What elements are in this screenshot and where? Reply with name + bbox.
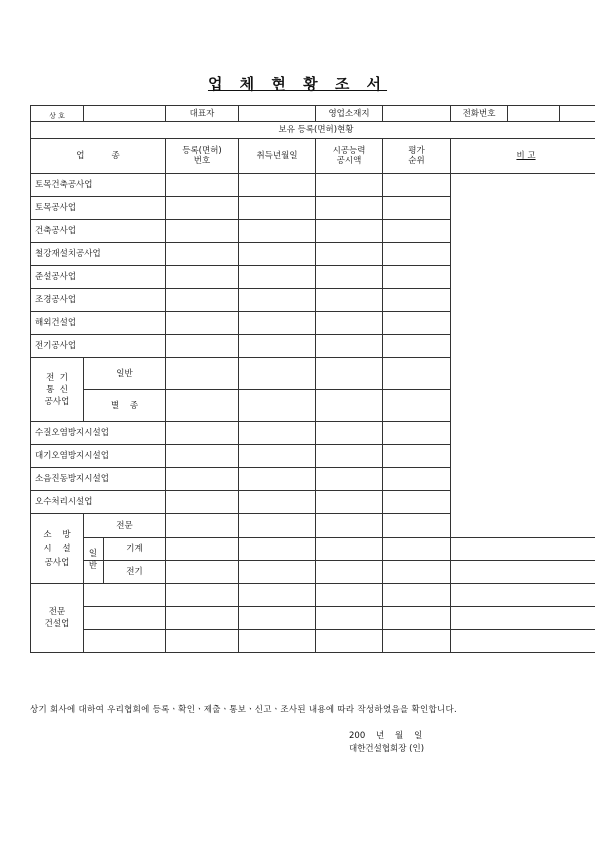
acq-date-cell[interactable]	[239, 514, 316, 538]
blank-cell	[560, 106, 595, 122]
industry-row: 토목공사업	[31, 197, 166, 220]
industry-row: 소음진동방지시설업	[31, 468, 166, 491]
acq-date-cell[interactable]	[239, 422, 316, 445]
acq-date-cell[interactable]	[239, 312, 316, 335]
reg-no-cell[interactable]	[166, 220, 239, 243]
company-label: 상 호	[31, 106, 84, 122]
acq-date-cell[interactable]	[239, 630, 316, 653]
capacity-cell[interactable]	[316, 197, 383, 220]
rank-cell[interactable]	[383, 335, 451, 358]
fire-group-label: 소 방 시 설 공사업	[31, 514, 84, 584]
sub-industry-cell[interactable]	[84, 607, 166, 630]
phone-field[interactable]	[508, 106, 560, 122]
rank-cell[interactable]	[383, 630, 451, 653]
industry-row: 조경공사업	[31, 289, 166, 312]
rank-cell[interactable]	[383, 390, 451, 422]
section-title: 보유 등록(면허)현황	[31, 122, 595, 139]
capacity-cell[interactable]	[316, 266, 383, 289]
capacity-cell[interactable]	[316, 358, 383, 390]
phone-label: 전화번호	[451, 106, 508, 122]
reg-no-cell[interactable]	[166, 243, 239, 266]
industry-row: 토목건축공사업	[31, 174, 166, 197]
reg-no-cell[interactable]	[166, 630, 239, 653]
rank-cell[interactable]	[383, 358, 451, 390]
capacity-cell[interactable]	[316, 243, 383, 266]
reg-no-cell[interactable]	[166, 358, 239, 390]
signer-line: 대한건설협회장 (인)	[349, 744, 425, 754]
acq-date-cell[interactable]	[239, 538, 316, 561]
industry-row: 준설공사업	[31, 266, 166, 289]
acq-date-cell[interactable]	[239, 390, 316, 422]
industry-row: 대기오염방지시설업	[31, 445, 166, 468]
acq-date-cell[interactable]	[239, 584, 316, 607]
capacity-cell[interactable]	[316, 607, 383, 630]
fire-general-label: 일 반	[83, 537, 104, 583]
capacity-cell[interactable]	[316, 561, 383, 584]
reg-no-cell[interactable]	[166, 468, 239, 491]
acq-date-cell[interactable]	[239, 220, 316, 243]
capacity-cell[interactable]	[316, 584, 383, 607]
industry-row: 철강재설치공사업	[31, 243, 166, 266]
acq-date-cell[interactable]	[239, 468, 316, 491]
capacity-cell[interactable]	[316, 538, 383, 561]
telecom-general-label: 일반	[84, 358, 166, 390]
telecom-group-label: 전 기 통 신 공사업	[31, 358, 84, 422]
capacity-cell[interactable]	[316, 174, 383, 197]
industry-row: 전기공사업	[31, 335, 166, 358]
acq-date-cell[interactable]	[239, 266, 316, 289]
rank-cell[interactable]	[383, 561, 451, 584]
date-line: 200 년 월 일	[349, 731, 423, 741]
rank-cell[interactable]	[383, 607, 451, 630]
capacity-cell[interactable]	[316, 445, 383, 468]
col-industry: 업 종	[31, 139, 166, 174]
remarks-cell[interactable]	[451, 538, 595, 561]
capacity-cell[interactable]	[316, 422, 383, 445]
remarks-cell[interactable]	[451, 584, 595, 607]
reg-no-cell[interactable]	[166, 390, 239, 422]
acq-date-cell[interactable]	[239, 445, 316, 468]
acq-date-cell[interactable]	[239, 607, 316, 630]
reg-no-cell[interactable]	[166, 422, 239, 445]
fire-electrical-label: 전기	[84, 561, 166, 584]
rank-cell[interactable]	[383, 220, 451, 243]
acq-date-cell[interactable]	[239, 289, 316, 312]
capacity-cell[interactable]	[316, 289, 383, 312]
rank-cell[interactable]	[383, 445, 451, 468]
rank-cell[interactable]	[383, 312, 451, 335]
reg-no-cell[interactable]	[166, 584, 239, 607]
rank-cell[interactable]	[383, 538, 451, 561]
acq-date-cell[interactable]	[239, 335, 316, 358]
capacity-cell[interactable]	[316, 335, 383, 358]
rank-cell[interactable]	[383, 266, 451, 289]
rank-cell[interactable]	[383, 289, 451, 312]
rank-cell[interactable]	[383, 468, 451, 491]
rep-label: 대표자	[166, 106, 239, 122]
reg-no-cell[interactable]	[166, 607, 239, 630]
survey-table	[30, 105, 595, 653]
company-field[interactable]	[84, 106, 166, 122]
industry-row: 오수처리시설업	[31, 491, 166, 514]
capacity-cell[interactable]	[316, 491, 383, 514]
rep-field[interactable]	[239, 106, 316, 122]
fire-specialty-label: 전문	[84, 514, 166, 538]
rank-cell[interactable]	[383, 422, 451, 445]
location-field[interactable]	[383, 106, 451, 122]
acq-date-cell[interactable]	[239, 561, 316, 584]
location-label: 영업소재지	[316, 106, 383, 122]
reg-no-cell[interactable]	[166, 266, 239, 289]
reg-no-cell[interactable]	[166, 312, 239, 335]
confirmation-statement: 상기 회사에 대하여 우리협회에 등록ㆍ확인ㆍ제출ㆍ통보ㆍ신고ㆍ조사된 내용에 따라 작성하였음을 확인합니다.	[30, 705, 458, 715]
reg-no-cell[interactable]	[166, 335, 239, 358]
col-rank: 평가 순위	[383, 139, 451, 174]
remarks-cell[interactable]	[451, 607, 595, 630]
industry-row: 해외건설업	[31, 312, 166, 335]
industry-row: 수질오염방지시설업	[31, 422, 166, 445]
acq-date-cell[interactable]	[239, 197, 316, 220]
reg-no-cell[interactable]	[166, 174, 239, 197]
col-remarks: 비 고	[451, 139, 595, 174]
reg-no-cell[interactable]	[166, 538, 239, 561]
capacity-cell[interactable]	[316, 220, 383, 243]
capacity-cell[interactable]	[316, 312, 383, 335]
col-capacity: 시공능력 공시액	[316, 139, 383, 174]
acq-date-cell[interactable]	[239, 491, 316, 514]
document-title: 업 체 현 황 조 서	[207, 75, 388, 93]
fire-mechanical-label: 일 반 기계	[84, 538, 166, 561]
acq-date-cell[interactable]	[239, 243, 316, 266]
industry-row: 건축공사업	[31, 220, 166, 243]
acq-date-cell[interactable]	[239, 174, 316, 197]
rank-cell[interactable]	[383, 174, 451, 197]
rank-cell[interactable]	[383, 197, 451, 220]
capacity-cell[interactable]	[316, 468, 383, 491]
reg-no-cell[interactable]	[166, 197, 239, 220]
remarks-cell[interactable]	[451, 561, 595, 584]
capacity-cell[interactable]	[316, 514, 383, 538]
col-acq-date: 취득년월일	[239, 139, 316, 174]
reg-no-cell[interactable]	[166, 491, 239, 514]
capacity-cell[interactable]	[316, 630, 383, 653]
acq-date-cell[interactable]	[239, 358, 316, 390]
remarks-cell[interactable]	[451, 174, 595, 538]
rank-cell[interactable]	[383, 514, 451, 538]
remarks-cell[interactable]	[451, 630, 595, 653]
sub-industry-cell[interactable]	[84, 630, 166, 653]
col-reg-no: 등록(면허) 번호	[166, 139, 239, 174]
reg-no-cell[interactable]	[166, 561, 239, 584]
telecom-separate-label: 별 종	[84, 390, 166, 422]
sub-industry-cell[interactable]	[84, 584, 166, 607]
rank-cell[interactable]	[383, 491, 451, 514]
rank-cell[interactable]	[383, 243, 451, 266]
reg-no-cell[interactable]	[166, 289, 239, 312]
rank-cell[interactable]	[383, 584, 451, 607]
specialty-group-label: 전문 건설업	[31, 584, 84, 653]
reg-no-cell[interactable]	[166, 445, 239, 468]
reg-no-cell[interactable]	[166, 514, 239, 538]
capacity-cell[interactable]	[316, 390, 383, 422]
